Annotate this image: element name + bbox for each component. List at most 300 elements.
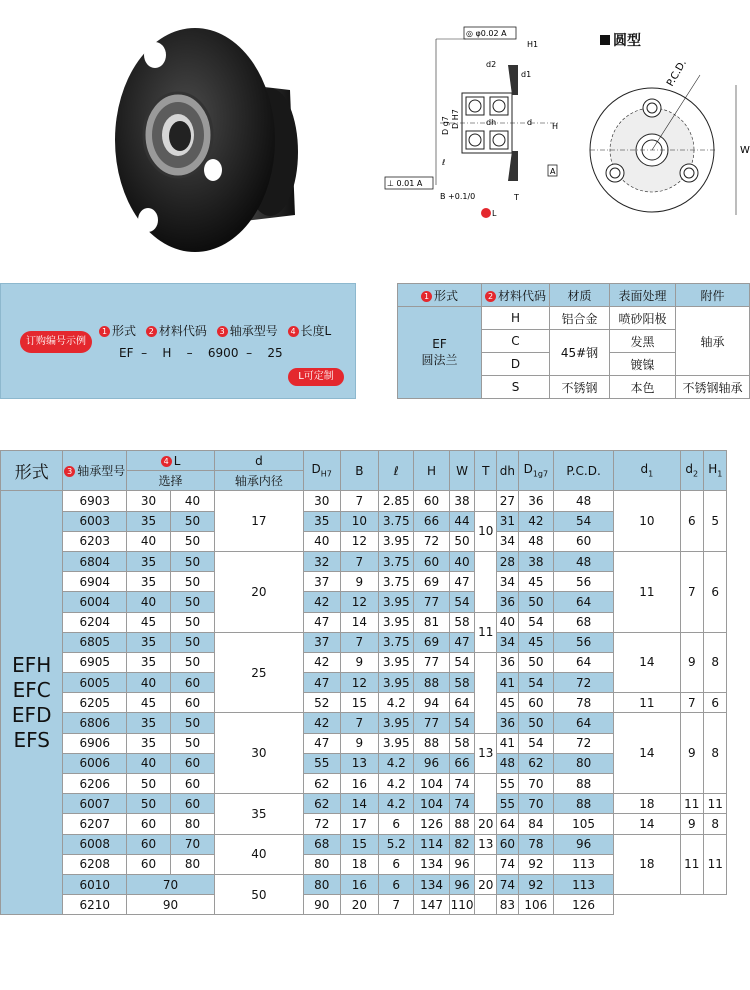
dh-value: 64 bbox=[497, 814, 519, 834]
l-value: 4.2 bbox=[379, 794, 414, 814]
length-option-1: 60 bbox=[127, 814, 171, 834]
h1-value: 8 bbox=[704, 713, 727, 794]
dh7-value: 42 bbox=[303, 592, 340, 612]
pcd-value: 113 bbox=[553, 874, 613, 894]
table-row bbox=[1, 713, 750, 733]
dh7-value: 47 bbox=[303, 733, 340, 753]
h-value: 60 bbox=[414, 491, 449, 511]
bearing-model: 6010 bbox=[63, 874, 127, 894]
l-value: 6 bbox=[379, 814, 414, 834]
dh-value: 27 bbox=[497, 491, 519, 511]
bearing-model: 6208 bbox=[63, 854, 127, 874]
h1-label: H1 bbox=[527, 40, 539, 49]
material-row-s: S 不锈钢 本色 不锈钢轴承 bbox=[398, 376, 750, 399]
l-value: 2.85 bbox=[379, 491, 414, 511]
length-option-1: 60 bbox=[127, 834, 171, 854]
pcd-value: 64 bbox=[553, 592, 613, 612]
d2-label: d2 bbox=[486, 60, 497, 69]
l-value: 4.2 bbox=[379, 693, 414, 713]
l-value: 3.75 bbox=[379, 551, 414, 571]
form-type-label: EFC bbox=[12, 677, 51, 702]
dg7-value: 70 bbox=[518, 774, 553, 794]
b-value: 7 bbox=[340, 491, 378, 511]
b-value: 13 bbox=[340, 753, 378, 773]
b-value: 15 bbox=[340, 834, 378, 854]
pcd-value: 72 bbox=[553, 733, 613, 753]
dimension-table bbox=[0, 450, 750, 915]
h1-value: 6 bbox=[704, 693, 727, 713]
h-value: 69 bbox=[414, 572, 449, 592]
t-value bbox=[475, 895, 497, 915]
bore-d: 40 bbox=[215, 834, 304, 874]
w-value: 66 bbox=[449, 753, 475, 773]
dg7-value: 45 bbox=[518, 572, 553, 592]
l-value: 3.95 bbox=[379, 713, 414, 733]
dh7-value: 90 bbox=[303, 895, 340, 915]
pcd-value: 56 bbox=[553, 572, 613, 592]
pcd-value: 72 bbox=[553, 673, 613, 693]
pcd-label: P.C.D. bbox=[665, 58, 689, 89]
dh7-label: D H7 bbox=[451, 109, 460, 129]
bearing-model: 6806 bbox=[63, 713, 127, 733]
l-value: 6 bbox=[379, 874, 414, 894]
length-option-1: 35 bbox=[127, 713, 171, 733]
length-label: L bbox=[492, 209, 497, 218]
form-type-label: EFS bbox=[13, 727, 50, 752]
pcd-value: 105 bbox=[553, 814, 613, 834]
pcd-value: 88 bbox=[553, 794, 613, 814]
pcd-value: 60 bbox=[553, 531, 613, 551]
l-value: 3.95 bbox=[379, 652, 414, 672]
dh-value: 36 bbox=[497, 652, 519, 672]
w-value: 54 bbox=[449, 652, 475, 672]
dh7-value: 72 bbox=[303, 814, 340, 834]
length-option-1: 45 bbox=[127, 612, 171, 632]
h1-value: 6 bbox=[704, 551, 727, 632]
l-value: 3.75 bbox=[379, 632, 414, 652]
dh-value: 45 bbox=[497, 693, 519, 713]
length-option-1: 40 bbox=[127, 531, 171, 551]
dg7-value: 92 bbox=[518, 874, 553, 894]
dh-value: 74 bbox=[497, 854, 519, 874]
pcd-value: 80 bbox=[553, 753, 613, 773]
h-value: 72 bbox=[414, 531, 449, 551]
round-type-title: 圆型 bbox=[600, 30, 641, 50]
dh7-value: 37 bbox=[303, 632, 340, 652]
t-value bbox=[475, 491, 497, 511]
b-value: 9 bbox=[340, 733, 378, 753]
pcd-value: 56 bbox=[553, 632, 613, 652]
dh7-value: 80 bbox=[303, 854, 340, 874]
length-option-2: 50 bbox=[171, 551, 215, 571]
dh7-value: 52 bbox=[303, 693, 340, 713]
dh-value: 48 bbox=[497, 753, 519, 773]
w-value: 74 bbox=[449, 794, 475, 814]
t-value bbox=[475, 551, 497, 612]
h-value: 88 bbox=[414, 673, 449, 693]
d2-value: 6 bbox=[680, 491, 703, 552]
length-option-1: 35 bbox=[127, 572, 171, 592]
dimension-header-row-2: 选择 轴承内径 bbox=[1, 471, 750, 491]
h-value: 134 bbox=[414, 874, 449, 894]
dh7-value: 35 bbox=[303, 511, 340, 531]
dg7-value: 92 bbox=[518, 854, 553, 874]
bearing-model: 6003 bbox=[63, 511, 127, 531]
dg7-value: 48 bbox=[518, 531, 553, 551]
bore-d: 20 bbox=[215, 551, 304, 632]
dh-value: 74 bbox=[497, 874, 519, 894]
table-row bbox=[1, 895, 750, 915]
bearing-model: 6903 bbox=[63, 491, 127, 511]
dh7-value: 37 bbox=[303, 572, 340, 592]
dg7-value: 50 bbox=[518, 652, 553, 672]
d1-value: 14 bbox=[614, 713, 680, 794]
dg7-value: 45 bbox=[518, 632, 553, 652]
b-value: 9 bbox=[340, 652, 378, 672]
bearing-model: 6203 bbox=[63, 531, 127, 551]
dh-value: 60 bbox=[497, 834, 519, 854]
dh7-value: 68 bbox=[303, 834, 340, 854]
pcd-value: 68 bbox=[553, 612, 613, 632]
tolerance-perp-label: ⊥ 0.01 A bbox=[387, 179, 423, 188]
h-value: 96 bbox=[414, 753, 449, 773]
dh7-value: 80 bbox=[303, 874, 340, 894]
d1-label: d1 bbox=[521, 70, 532, 79]
bearing-model: 6905 bbox=[63, 652, 127, 672]
material-table bbox=[397, 283, 750, 399]
dh-value: 40 bbox=[497, 612, 519, 632]
dh7-value: 42 bbox=[303, 652, 340, 672]
dg7-value: 70 bbox=[518, 794, 553, 814]
dg7-value: 60 bbox=[518, 693, 553, 713]
bearing-model: 6204 bbox=[63, 612, 127, 632]
bore-d: 35 bbox=[215, 794, 304, 834]
bearing-model: 6904 bbox=[63, 572, 127, 592]
b-value: 12 bbox=[340, 531, 378, 551]
w-value: 82 bbox=[449, 834, 475, 854]
bearing-model: 6006 bbox=[63, 753, 127, 773]
order-field-labels: 1 形式 2 材料代码 3 轴承型号 4 长度L bbox=[99, 322, 337, 339]
l-value: 3.95 bbox=[379, 673, 414, 693]
length-value: 90 bbox=[127, 895, 215, 915]
dh-value: 55 bbox=[497, 794, 519, 814]
d1-value: 11 bbox=[614, 693, 680, 713]
w-value: 64 bbox=[449, 693, 475, 713]
length-option-2: 50 bbox=[171, 511, 215, 531]
pcd-value: 64 bbox=[553, 713, 613, 733]
table-row bbox=[1, 693, 750, 713]
w-value: 54 bbox=[449, 592, 475, 612]
dg7-value: 38 bbox=[518, 551, 553, 571]
d2-value: 11 bbox=[680, 834, 703, 895]
d1-value: 10 bbox=[614, 491, 680, 552]
length-option-2: 50 bbox=[171, 652, 215, 672]
length-option-2: 80 bbox=[171, 814, 215, 834]
t-value: 10 bbox=[475, 511, 497, 551]
d2-value: 11 bbox=[680, 794, 703, 814]
w-label: W bbox=[740, 145, 750, 156]
length-option-2: 70 bbox=[171, 834, 215, 854]
table-row bbox=[1, 491, 750, 511]
length-option-2: 80 bbox=[171, 854, 215, 874]
w-value: 40 bbox=[449, 551, 475, 571]
order-example-code: EF – H – 6900 – 25 bbox=[119, 346, 283, 360]
bearing-model: 6007 bbox=[63, 794, 127, 814]
h-value: 134 bbox=[414, 854, 449, 874]
d1-value: 14 bbox=[614, 814, 680, 834]
l-value: 3.95 bbox=[379, 531, 414, 551]
dh7-value: 47 bbox=[303, 612, 340, 632]
form-ef-cell: EF 圆法兰 bbox=[398, 307, 482, 399]
t-label: T bbox=[514, 193, 519, 202]
d-label: d bbox=[527, 118, 533, 127]
material-table-header: 1 形式 2 材料代码 材质 表面处理 附件 bbox=[398, 284, 750, 307]
w-value: 44 bbox=[449, 511, 475, 531]
order-example-badge: 订购编号示例 bbox=[20, 331, 92, 353]
t-value: 11 bbox=[475, 612, 497, 652]
material-row-c: C 45#钢 发黑 bbox=[398, 330, 750, 353]
h1-value: 11 bbox=[704, 834, 727, 895]
h1-value: 8 bbox=[704, 632, 727, 693]
length-option-1: 40 bbox=[127, 592, 171, 612]
dh-value: 41 bbox=[497, 733, 519, 753]
table-row bbox=[1, 814, 750, 834]
bearing-model: 6005 bbox=[63, 673, 127, 693]
h-value: 114 bbox=[414, 834, 449, 854]
l-value: 4.2 bbox=[379, 753, 414, 773]
pcd-value: 113 bbox=[553, 854, 613, 874]
length-option-2: 60 bbox=[171, 753, 215, 773]
length-option-1: 35 bbox=[127, 511, 171, 531]
l-value: 6 bbox=[379, 854, 414, 874]
form-types-cell bbox=[1, 491, 63, 915]
b-value: 9 bbox=[340, 572, 378, 592]
b-value: 20 bbox=[340, 895, 378, 915]
h-value: 88 bbox=[414, 733, 449, 753]
bearing-model: 6805 bbox=[63, 632, 127, 652]
b-value: 18 bbox=[340, 854, 378, 874]
d2-value: 9 bbox=[680, 632, 703, 693]
h-value: 60 bbox=[414, 551, 449, 571]
l-value: 3.95 bbox=[379, 733, 414, 753]
l-value: 4.2 bbox=[379, 774, 414, 794]
pcd-value: 64 bbox=[553, 652, 613, 672]
dg7-value: 50 bbox=[518, 592, 553, 612]
dh-value: 34 bbox=[497, 572, 519, 592]
t-value bbox=[475, 774, 497, 814]
length-option-1: 60 bbox=[127, 854, 171, 874]
dh-value: 41 bbox=[497, 673, 519, 693]
bore-d: 25 bbox=[215, 632, 304, 713]
h-value: 104 bbox=[414, 794, 449, 814]
pcd-value: 126 bbox=[553, 895, 613, 915]
t-value: 20 bbox=[475, 814, 497, 834]
dh7-value: 62 bbox=[303, 794, 340, 814]
w-value: 58 bbox=[449, 612, 475, 632]
form-type-label: EFD bbox=[11, 702, 52, 727]
dh-value: 55 bbox=[497, 774, 519, 794]
dg7-value: 54 bbox=[518, 733, 553, 753]
h1-value: 5 bbox=[704, 491, 727, 552]
material-row-d: D 镀镍 bbox=[398, 353, 750, 376]
length-option-1: 40 bbox=[127, 673, 171, 693]
w-value: 38 bbox=[449, 491, 475, 511]
d1-value: 14 bbox=[614, 632, 680, 693]
dg7-value: 106 bbox=[518, 895, 553, 915]
bearing-model: 6004 bbox=[63, 592, 127, 612]
bearing-model: 6906 bbox=[63, 733, 127, 753]
bearing-model: 6008 bbox=[63, 834, 127, 854]
table-row bbox=[1, 834, 750, 854]
bore-d: 50 bbox=[215, 874, 304, 914]
d2-value: 7 bbox=[680, 693, 703, 713]
b-value: 15 bbox=[340, 693, 378, 713]
length-option-1: 35 bbox=[127, 733, 171, 753]
l-value: 5.2 bbox=[379, 834, 414, 854]
b-value: 7 bbox=[340, 713, 378, 733]
length-option-2: 50 bbox=[171, 612, 215, 632]
w-value: 50 bbox=[449, 531, 475, 551]
product-header bbox=[0, 0, 750, 270]
table-row bbox=[1, 632, 750, 652]
bearing-model: 6207 bbox=[63, 814, 127, 834]
d2-value: 9 bbox=[680, 713, 703, 794]
dg7-label: D g7 bbox=[441, 116, 450, 135]
pcd-value: 96 bbox=[553, 834, 613, 854]
w-value: 58 bbox=[449, 733, 475, 753]
h-value: 104 bbox=[414, 774, 449, 794]
l-value: 3.75 bbox=[379, 572, 414, 592]
dh-label: dh bbox=[486, 118, 497, 127]
length-option-1: 45 bbox=[127, 693, 171, 713]
pcd-value: 54 bbox=[553, 511, 613, 531]
b-value: 17 bbox=[340, 814, 378, 834]
t-value bbox=[475, 652, 497, 733]
h-value: 147 bbox=[414, 895, 449, 915]
bore-d: 17 bbox=[215, 491, 304, 552]
t-value bbox=[475, 854, 497, 874]
bearing-model: 6804 bbox=[63, 551, 127, 571]
w-value: 96 bbox=[449, 854, 475, 874]
l-value: 3.95 bbox=[379, 612, 414, 632]
form-type-label: EFH bbox=[12, 652, 52, 677]
table-row bbox=[1, 794, 750, 814]
b-value: 12 bbox=[340, 673, 378, 693]
l-value: 3.95 bbox=[379, 592, 414, 612]
dh-value: 36 bbox=[497, 713, 519, 733]
dh7-value: 40 bbox=[303, 531, 340, 551]
pcd-value: 88 bbox=[553, 774, 613, 794]
h-value: 77 bbox=[414, 652, 449, 672]
length-option-1: 40 bbox=[127, 753, 171, 773]
table-row bbox=[1, 551, 750, 571]
w-value: 54 bbox=[449, 713, 475, 733]
h1-value: 11 bbox=[704, 794, 727, 814]
w-value: 47 bbox=[449, 632, 475, 652]
b-value: 7 bbox=[340, 551, 378, 571]
material-row-h: EF 圆法兰 H 铝合金 喷砂阳极 轴承 bbox=[398, 307, 750, 330]
length-option-2: 50 bbox=[171, 592, 215, 612]
t-value: 20 bbox=[475, 874, 497, 894]
b-value: 16 bbox=[340, 774, 378, 794]
bearing-model: 6210 bbox=[63, 895, 127, 915]
h1-value: 8 bbox=[704, 814, 727, 834]
length-option-1: 50 bbox=[127, 774, 171, 794]
b-value: 16 bbox=[340, 874, 378, 894]
length-option-1: 35 bbox=[127, 652, 171, 672]
flange-bearing-photo bbox=[110, 20, 310, 260]
w-value: 47 bbox=[449, 572, 475, 592]
tolerance-coaxial-label: ◎ φ0.02 A bbox=[466, 29, 507, 38]
custom-length-badge: L可定制 bbox=[288, 368, 344, 386]
dh7-value: 30 bbox=[303, 491, 340, 511]
w-value: 58 bbox=[449, 673, 475, 693]
h-value: 94 bbox=[414, 693, 449, 713]
dg7-value: 84 bbox=[518, 814, 553, 834]
w-value: 88 bbox=[449, 814, 475, 834]
h-value: 81 bbox=[414, 612, 449, 632]
d1-value: 11 bbox=[614, 551, 680, 632]
h-value: 66 bbox=[414, 511, 449, 531]
dh7-value: 62 bbox=[303, 774, 340, 794]
length-option-1: 35 bbox=[127, 632, 171, 652]
length-option-2: 50 bbox=[171, 733, 215, 753]
bearing-model: 6205 bbox=[63, 693, 127, 713]
b-label: B +0.1/0 bbox=[440, 192, 476, 201]
dimension-header-row-1: 形式 3 轴承型号 4 L d $D_{H7}$ B ℓ H W T dh $D_{1g7}$ P.C.D. $d_1$ $d_2$ $H_1$ bbox=[1, 451, 750, 471]
h-value: 77 bbox=[414, 592, 449, 612]
length-option-2: 50 bbox=[171, 531, 215, 551]
dh-value: 36 bbox=[497, 592, 519, 612]
l-value: 3.75 bbox=[379, 511, 414, 531]
dh7-value: 32 bbox=[303, 551, 340, 571]
h-value: 69 bbox=[414, 632, 449, 652]
dh7-value: 47 bbox=[303, 673, 340, 693]
datum-a-label: A bbox=[550, 167, 556, 176]
length-option-2: 50 bbox=[171, 632, 215, 652]
dh7-value: 42 bbox=[303, 713, 340, 733]
dh-value: 34 bbox=[497, 531, 519, 551]
pcd-value: 48 bbox=[553, 551, 613, 571]
dh-value: 28 bbox=[497, 551, 519, 571]
pcd-value: 78 bbox=[553, 693, 613, 713]
dh-value: 31 bbox=[497, 511, 519, 531]
h-value: 77 bbox=[414, 713, 449, 733]
t-value: 13 bbox=[475, 834, 497, 854]
w-value: 110 bbox=[449, 895, 475, 915]
dh-value: 34 bbox=[497, 632, 519, 652]
dg7-value: 78 bbox=[518, 834, 553, 854]
length-option-2: 50 bbox=[171, 713, 215, 733]
b-value: 7 bbox=[340, 632, 378, 652]
length-option-2: 60 bbox=[171, 673, 215, 693]
length-option-1: 30 bbox=[127, 491, 171, 511]
b-value: 14 bbox=[340, 612, 378, 632]
bearing-model: 6206 bbox=[63, 774, 127, 794]
w-value: 74 bbox=[449, 774, 475, 794]
length-option-2: 40 bbox=[171, 491, 215, 511]
l-label: ℓ bbox=[442, 158, 446, 167]
dg7-value: 42 bbox=[518, 511, 553, 531]
b-value: 10 bbox=[340, 511, 378, 531]
section-drawing bbox=[387, 25, 600, 225]
dg7-value: 36 bbox=[518, 491, 553, 511]
dh7-value: 55 bbox=[303, 753, 340, 773]
flange-end-view bbox=[590, 55, 750, 235]
dh-value: 83 bbox=[497, 895, 519, 915]
length-option-2: 50 bbox=[171, 572, 215, 592]
d2-value: 9 bbox=[680, 814, 703, 834]
